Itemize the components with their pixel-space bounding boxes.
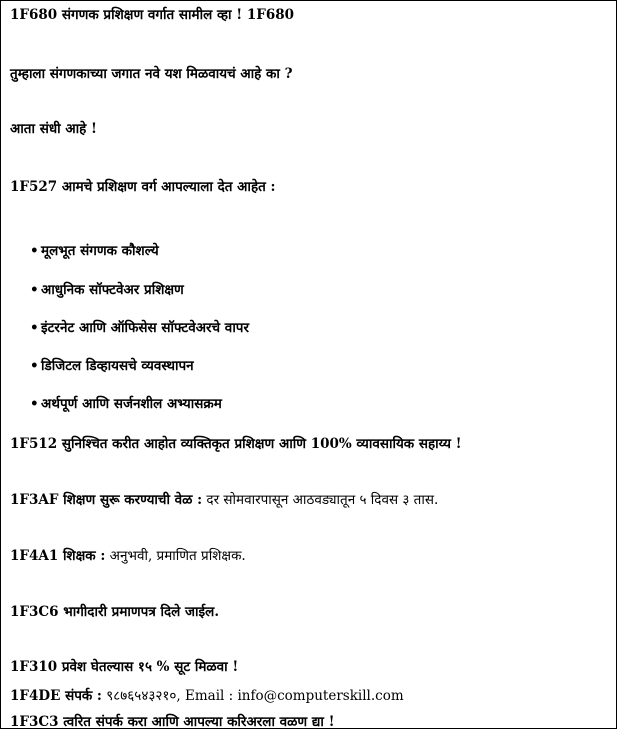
bullet-dot: • xyxy=(30,358,39,374)
certificate-line: 1F3C6 भागीदारी प्रमाणपत्र दिले जाईल. xyxy=(10,604,220,620)
bullet-dot: • xyxy=(30,243,39,259)
schedule-line xyxy=(10,491,438,509)
offer-heading: 1F527 आमचे प्रशिक्षण वर्ग आपल्याला देत आहेत : xyxy=(10,179,276,195)
contact-value: ९८७६५४३२१०, Email : info@computerskill.com xyxy=(101,688,404,704)
schedule-value: दर सोमवारपासून आठवड्यातून ५ दिवस ३ तास. xyxy=(202,492,439,508)
bullet-item: • आधुनिक सॉफ्टवेअर प्रशिक्षण xyxy=(30,282,184,298)
bullet-dot: • xyxy=(30,282,39,298)
bullet-dot: • xyxy=(30,320,39,336)
support-line: 1F512 सुनिश्चित करीत आहोत व्यक्तिकृत प्रशिक्षण आणि 100% व्यावसायिक सहाय्य ! xyxy=(10,436,462,452)
headline: 1F680 संगणक प्रशिक्षण वर्गात सामील व्हा ! 1F680 xyxy=(10,7,295,23)
bullet-item: • इंटरनेट आणि ऑफिसेस सॉफ्टवेअरचे वापर xyxy=(30,320,250,336)
bullet-item: • अर्थपूर्ण आणि सर्जनशील अभ्यासक्रम xyxy=(30,396,222,412)
opportunity-line: आता संधी आहे ! xyxy=(10,121,97,137)
teacher-value: अनुभवी, प्रमाणित प्रशिक्षक. xyxy=(105,548,246,564)
teacher-line xyxy=(10,547,246,565)
discount-line: 1F310 प्रवेश घेतल्यास १५ % सूट मिळवा ! xyxy=(10,659,239,675)
call-to-action: 1F3C3 त्वरित संपर्क करा आणि आपल्या करिअरला वळण द्या ! xyxy=(10,714,335,730)
bullet-dot: • xyxy=(30,396,39,412)
schedule-label: 1F3AF शिक्षण सुरू करण्याची वेळ : xyxy=(10,492,203,508)
contact-line xyxy=(10,687,404,705)
bullet-item: • डिजिटल डिव्हायसचे व्यवस्थापन xyxy=(30,358,194,374)
contact-label: 1F4DE संपर्क : xyxy=(10,688,102,704)
bullet-item: • मूलभूत संगणक कौशल्ये xyxy=(30,243,159,259)
intro-question: तुम्हाला संगणकाच्या जगात नवे यश मिळवायचं आहे का ? xyxy=(10,66,293,82)
teacher-label: 1F4A1 शिक्षक : xyxy=(10,548,106,564)
